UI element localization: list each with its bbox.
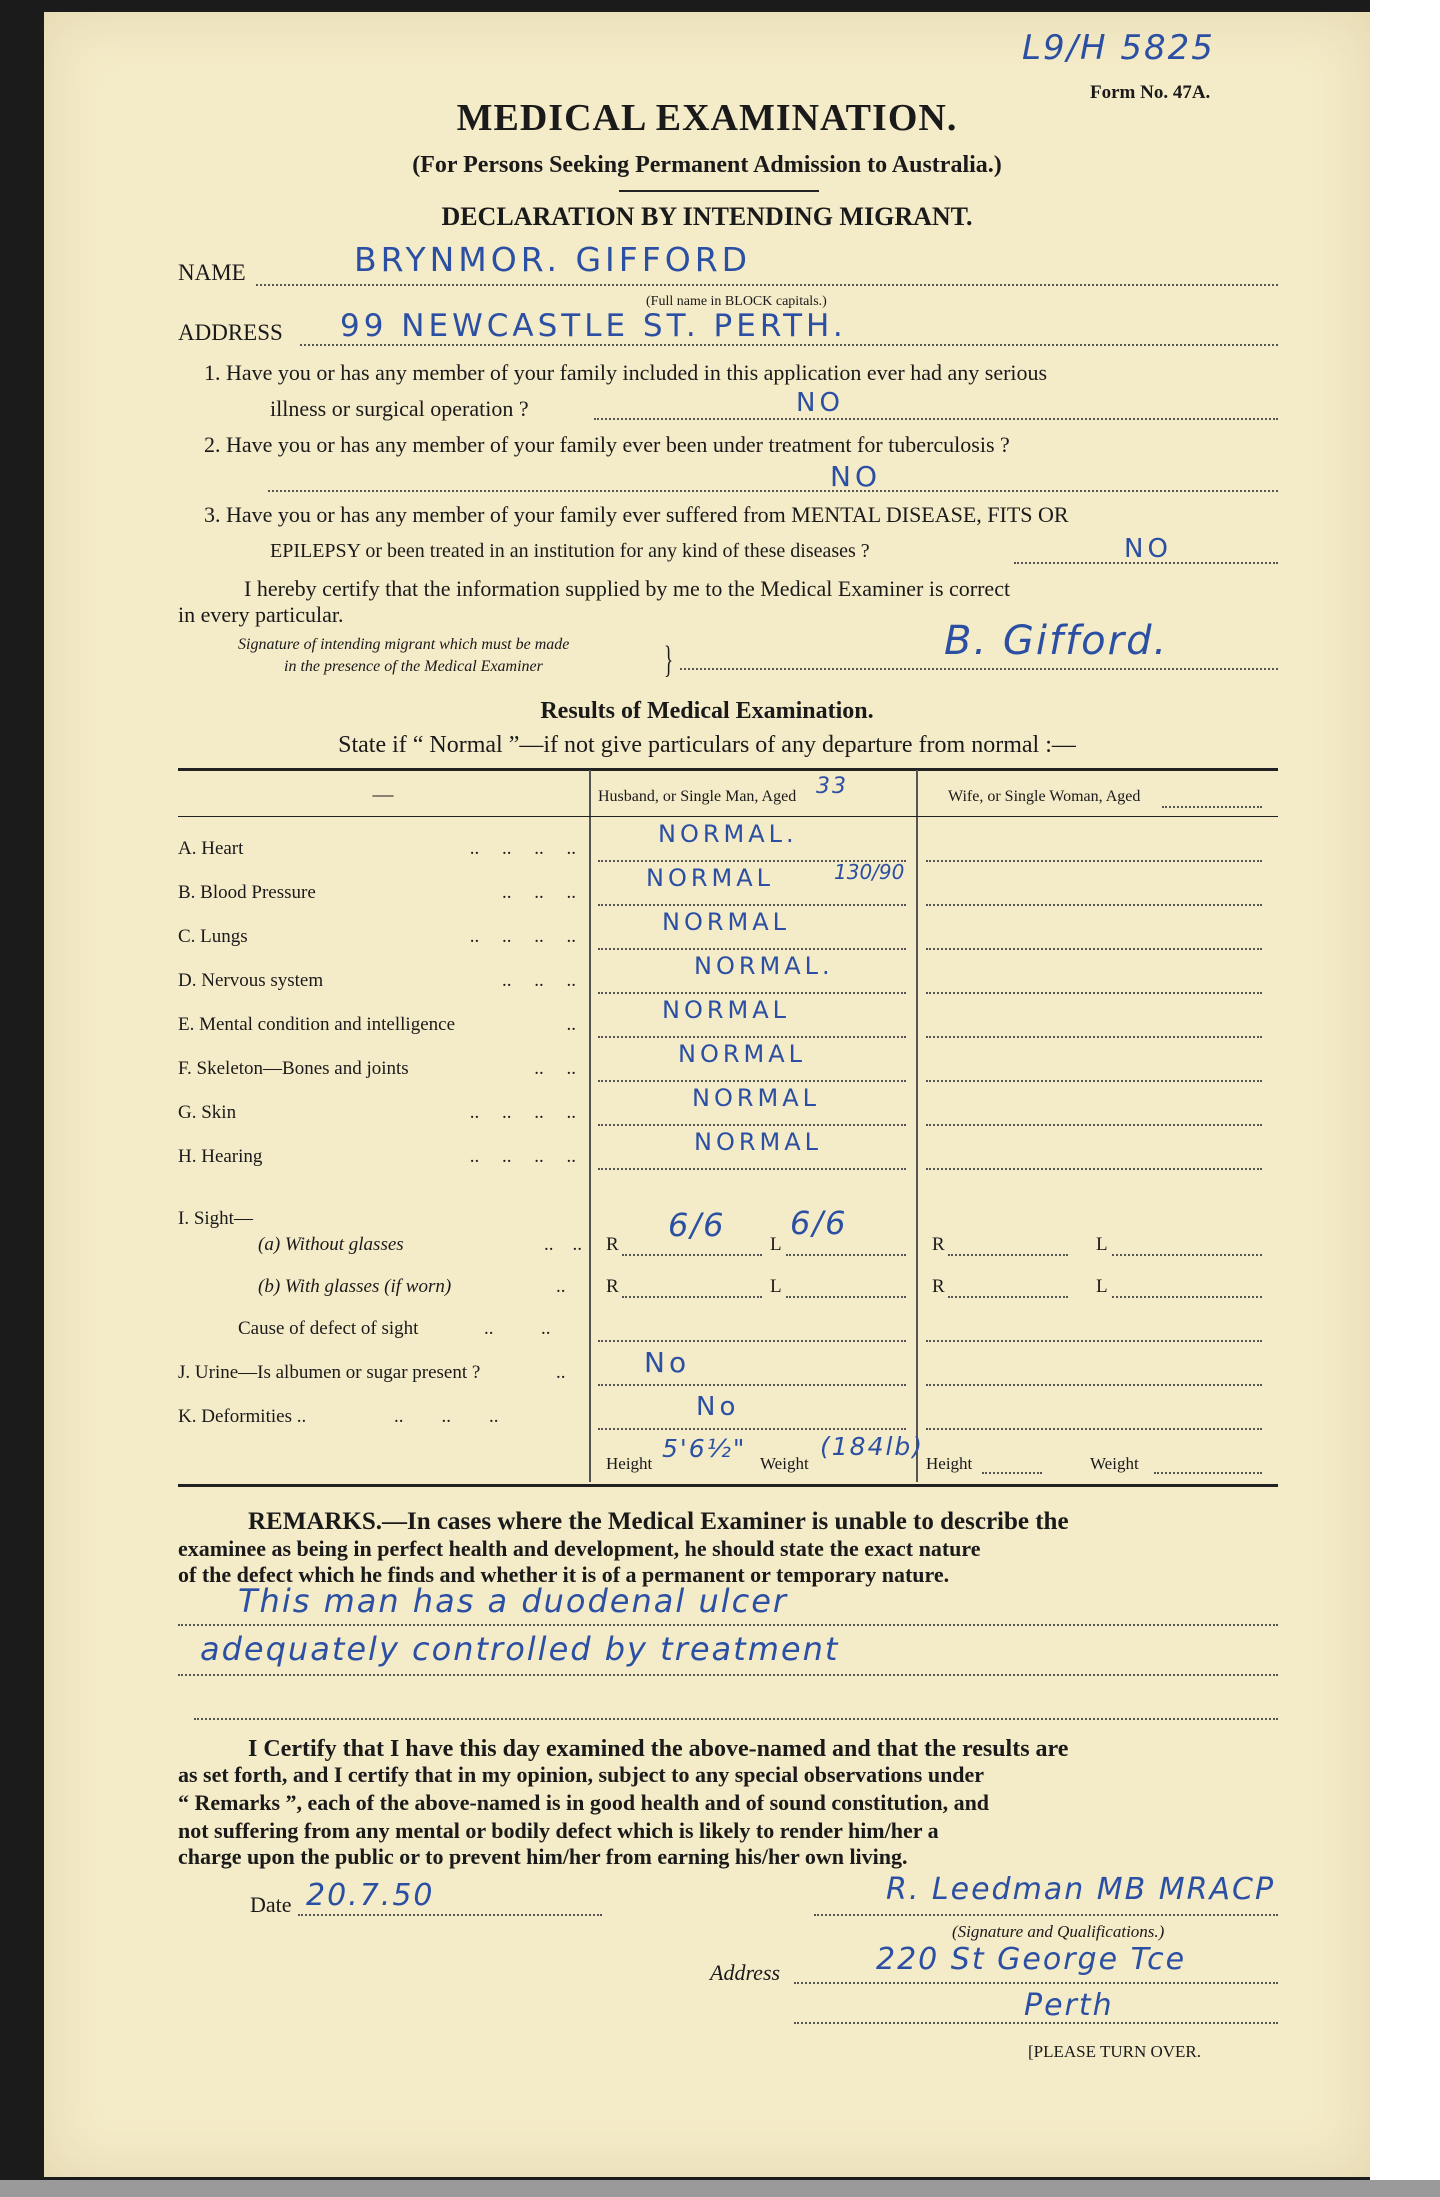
- sight-with-R-label: R: [606, 1276, 619, 1297]
- deformities-line: [598, 1428, 906, 1430]
- result-row-value: NORMAL: [678, 1040, 807, 1068]
- wife-weight-label: Weight: [1090, 1454, 1139, 1473]
- form-number: Form No. 47A.: [1090, 82, 1211, 103]
- result-row-leader: .. .. .. ..: [469, 1102, 576, 1123]
- wife-weight-line: [1154, 1472, 1262, 1474]
- scan-margin-white: [1370, 0, 1440, 2197]
- question-3-answer: NO: [1124, 534, 1172, 564]
- result-row-label: F. Skeleton—Bones and joints: [178, 1058, 409, 1079]
- result-row-label: C. Lungs: [178, 926, 248, 947]
- wife-sight-without-L-line: [1112, 1254, 1262, 1256]
- cause-leader: .. ..: [484, 1318, 551, 1339]
- result-row-value: NORMAL: [692, 1084, 821, 1112]
- husband-age: 33: [816, 774, 848, 799]
- remarks-line3: of the defect which he finds and whether it is of a permanent or temporary nature.: [178, 1562, 950, 1587]
- urine-line: [598, 1384, 906, 1386]
- signature-line: [680, 668, 1278, 670]
- cause-line: [598, 1340, 906, 1342]
- wife-result-row-line: [926, 1168, 1262, 1170]
- sight-label: I. Sight—: [178, 1208, 253, 1229]
- height-label: Height: [606, 1454, 653, 1473]
- question-1-line1: 1. Have you or has any member of your family included in this application ever had any serious: [204, 360, 1048, 385]
- sight-with-L-line: [786, 1296, 906, 1298]
- wife-result-row-line: [926, 904, 1262, 906]
- result-row-leader: ..: [566, 1014, 576, 1035]
- result-row-leader: .. .. .. ..: [469, 1146, 576, 1167]
- wife-height-label: Height: [926, 1454, 973, 1473]
- results-heading: Results of Medical Examination.: [540, 698, 874, 724]
- height-value: 5'6½": [662, 1434, 747, 1463]
- urine-label: J. Urine—Is albumen or sugar present ?: [178, 1362, 481, 1383]
- wife-result-row-line: [926, 948, 1262, 950]
- result-row-extra: 130/90: [834, 860, 905, 884]
- sight-with-L-label: L: [770, 1276, 782, 1297]
- col-husband-label: Husband, or Single Man, Aged: [598, 788, 797, 805]
- remarks-hw-line2: [178, 1674, 1278, 1676]
- remarks-line1: REMARKS.—In cases where the Medical Examiner is unable to describe the: [248, 1508, 1069, 1535]
- result-row-label: E. Mental condition and intelligence: [178, 1014, 456, 1035]
- wife-cause-line: [926, 1340, 1262, 1342]
- examiner-address-2: Perth: [1024, 1988, 1114, 2023]
- result-row-label: G. Skin: [178, 1102, 237, 1123]
- question-1-answer: NO: [796, 388, 844, 418]
- scan-margin-gray: [0, 2180, 1440, 2197]
- wife-urine-line: [926, 1384, 1262, 1386]
- results-instruction: State if “ Normal ”—if not give particulars of any departure from normal :—: [338, 732, 1076, 758]
- wife-deformities-line: [926, 1428, 1262, 1430]
- result-row-line: [598, 992, 906, 994]
- wife-sight-with-R-line: [948, 1296, 1068, 1298]
- wife-age-line: [1162, 806, 1262, 808]
- examiner-signature: R. Leedman MB MRACP: [886, 1872, 1276, 1907]
- wife-sight-without-L-label: L: [1096, 1234, 1108, 1255]
- result-row-line: [598, 1168, 906, 1170]
- result-row-leader: .. ..: [534, 1058, 576, 1079]
- result-row-label: H. Hearing: [178, 1146, 263, 1167]
- question-2-answer-line: [268, 490, 1278, 492]
- wife-sight-with-R-label: R: [932, 1276, 945, 1297]
- sight-without-R-label: R: [606, 1234, 619, 1255]
- remarks-hw-line3: [194, 1718, 1278, 1720]
- date-value: 20.7.50: [306, 1878, 435, 1913]
- signature-caption: (Signature and Qualifications.): [952, 1922, 1165, 1941]
- wife-height-line: [982, 1472, 1042, 1474]
- deformities-value: No: [696, 1392, 740, 1422]
- weight-label: Weight: [760, 1454, 809, 1473]
- form-sheet: [44, 12, 1370, 2177]
- result-row-label: D. Nervous system: [178, 970, 324, 991]
- sight-without-L-value: 6/6: [790, 1204, 848, 1242]
- signature-brace: }: [664, 639, 674, 681]
- urine-leader: ..: [556, 1362, 566, 1383]
- address-line: [300, 344, 1278, 346]
- remarks-hw-line1: [178, 1624, 1278, 1626]
- certificate-line5: charge upon the public or to prevent him/her from earning his/her own living.: [178, 1844, 908, 1869]
- result-row-label: B. Blood Pressure: [178, 882, 316, 903]
- wife-result-row-line: [926, 1124, 1262, 1126]
- deformities-leader: .. .. ..: [394, 1406, 499, 1427]
- result-row-label: A. Heart: [178, 838, 244, 859]
- result-row-leader: .. .. .. ..: [469, 838, 576, 859]
- weight-value: (184lb): [820, 1432, 925, 1461]
- wife-sight-with-L-line: [1112, 1296, 1262, 1298]
- sight-with-label: (b) With glasses (if worn): [258, 1276, 452, 1297]
- declaration-heading: DECLARATION BY INTENDING MIGRANT.: [441, 202, 973, 231]
- reference-number: L9/H 5825: [1022, 28, 1215, 68]
- result-row-leader: .. .. ..: [502, 970, 576, 991]
- result-row-line: [598, 1036, 906, 1038]
- col-dash: —: [372, 782, 394, 806]
- date-label: Date: [250, 1892, 292, 1917]
- sight-without-R-value: 6/6: [668, 1206, 726, 1244]
- question-1-answer-line: [594, 418, 1278, 420]
- question-3-line1: 3. Have you or has any member of your family ever suffered from MENTAL DISEASE, FITS OR: [204, 502, 1069, 527]
- result-row-line: [598, 948, 906, 950]
- certificate-line2: as set forth, and I certify that in my opinion, subject to any special observations under: [178, 1762, 985, 1787]
- table-header-rule: [178, 816, 1278, 817]
- remarks-line2: examinee as being in perfect health and development, he should state the exact nature: [178, 1536, 981, 1561]
- migrant-signature: B. Gifford.: [944, 618, 1169, 664]
- remarks-handwriting-2: adequately controlled by treatment: [200, 1630, 840, 1668]
- result-row-line: [598, 1080, 906, 1082]
- question-2-answer: NO: [830, 460, 881, 493]
- result-row-leader: .. .. .. ..: [469, 926, 576, 947]
- certify-line1: I hereby certify that the information supplied by me to the Medical Examiner is correct: [244, 576, 1011, 601]
- result-row-value: NORMAL: [662, 996, 791, 1024]
- certificate-line3: “ Remarks ”, each of the above-named is in good health and of sound constitution, and: [178, 1790, 990, 1815]
- remarks-handwriting-1: This man has a duodenal ulcer: [238, 1582, 789, 1620]
- wife-sight-without-R-label: R: [932, 1234, 945, 1255]
- table-top-rule: [178, 768, 1278, 771]
- result-row-value: NORMAL: [662, 908, 791, 936]
- certificate-line1: I Certify that I have this day examined the above-named and that the results are: [248, 1736, 1069, 1762]
- result-row-value: NORMAL.: [694, 952, 834, 980]
- sight-without-L-label: L: [770, 1234, 782, 1255]
- date-line: [298, 1914, 602, 1916]
- result-row-value: NORMAL: [646, 864, 775, 892]
- question-3-line2: EPILEPSY or been treated in an institution for any kind of these diseases ?: [270, 540, 870, 562]
- deformities-label: K. Deformities ..: [178, 1406, 307, 1427]
- question-2-line1: 2. Have you or has any member of your family ever been under treatment for tuberculosis ?: [204, 432, 1010, 457]
- sight-with-leader: ..: [556, 1276, 566, 1297]
- sight-without-R-line: [622, 1254, 762, 1256]
- signature-label-2: in the presence of the Medical Examiner: [284, 658, 543, 675]
- wife-result-row-line: [926, 1036, 1262, 1038]
- urine-value: No: [644, 1346, 691, 1379]
- col-wife-label: Wife, or Single Woman, Aged: [948, 788, 1141, 805]
- wife-result-row-line: [926, 860, 1262, 862]
- turn-over-note: [PLEASE TURN OVER.: [1028, 2042, 1201, 2061]
- wife-result-row-line: [926, 992, 1262, 994]
- table-divider-1: [589, 770, 591, 1482]
- result-row-line: [598, 904, 906, 906]
- sight-without-L-line: [786, 1254, 906, 1256]
- sight-with-R-line: [622, 1296, 762, 1298]
- cause-label: Cause of defect of sight: [238, 1318, 419, 1339]
- examiner-address-1: 220 St George Tce: [876, 1942, 1187, 1977]
- result-row-value: NORMAL: [694, 1128, 823, 1156]
- signature-label-1: Signature of intending migrant which must be made: [238, 636, 570, 653]
- name-label: NAME: [178, 260, 246, 285]
- sight-without-leader: .. ..: [544, 1234, 582, 1255]
- page-subtitle: (For Persons Seeking Permanent Admission to Australia.): [412, 152, 1002, 178]
- certificate-line4: not suffering from any mental or bodily defect which is likely to render him/her a: [178, 1818, 939, 1843]
- question-1-line2: illness or surgical operation ?: [270, 396, 529, 421]
- examiner-signature-line: [814, 1914, 1278, 1916]
- name-hint: (Full name in BLOCK capitals.): [646, 294, 827, 309]
- address-label: ADDRESS: [178, 320, 283, 345]
- result-row-line: [598, 1124, 906, 1126]
- wife-result-row-line: [926, 1080, 1262, 1082]
- table-bottom-rule: [178, 1484, 1278, 1487]
- name-value: BRYNMOR. GIFFORD: [354, 240, 752, 279]
- result-row-value: NORMAL.: [658, 820, 798, 848]
- table-divider-2: [916, 770, 918, 1482]
- subtitle-rule: [619, 190, 819, 192]
- certify-line2: in every particular.: [178, 602, 344, 627]
- examiner-address-label: Address: [710, 1960, 781, 1985]
- address-value: 99 NEWCASTLE ST. PERTH.: [340, 308, 847, 344]
- result-row-leader: .. .. ..: [502, 882, 576, 903]
- page-title: MEDICAL EXAMINATION.: [456, 97, 958, 139]
- examiner-address-line1: [794, 1982, 1278, 1984]
- name-line: [256, 284, 1278, 286]
- wife-sight-with-L-label: L: [1096, 1276, 1108, 1297]
- wife-sight-without-R-line: [948, 1254, 1068, 1256]
- sight-without-label: (a) Without glasses: [258, 1234, 404, 1255]
